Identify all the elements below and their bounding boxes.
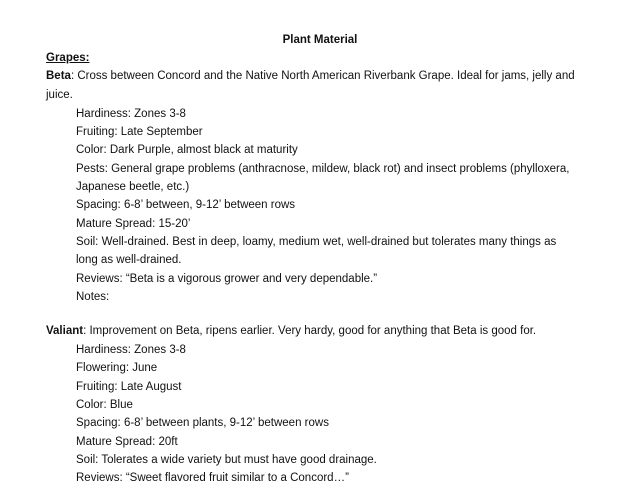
valiant-name: Valiant	[46, 325, 84, 337]
valiant-detail: Spacing: 6-8’ between plants, 9-12’ between rows	[76, 417, 329, 429]
beta-detail: Color: Dark Purple, almost black at maturity	[76, 144, 298, 156]
section-heading-grapes: Grapes:	[46, 52, 90, 64]
valiant-detail: Mature Spread: 20ft	[76, 436, 178, 448]
beta-detail: Spacing: 6-8’ between, 9-12’ between rows	[76, 199, 296, 211]
valiant-detail: Hardiness: Zones 3-8	[76, 344, 186, 356]
valiant-detail: Soil: Tolerates a wide variety but must have good drainage.	[76, 454, 377, 466]
beta-name: Beta	[46, 70, 71, 82]
beta-detail: Pests: General grape problems (anthracnose, mildew, black rot) and insect problems (phylloxera,	[76, 163, 570, 175]
beta-detail: Japanese beetle, etc.)	[76, 181, 190, 193]
valiant-detail: Flowering: June	[76, 362, 158, 374]
valiant-description: Valiant: Improvement on Beta, ripens earlier. Very hardy, good for anything that Beta is good for.	[46, 325, 537, 337]
valiant-detail: Reviews: “Sweet flavored fruit similar to a Concord…”	[76, 472, 349, 484]
valiant-detail: Color: Blue	[76, 399, 133, 411]
beta-detail: Hardiness: Zones 3-8	[76, 108, 186, 120]
document-title: Plant Material	[282, 34, 358, 46]
beta-detail: Reviews: “Beta is a vigorous grower and very dependable.”	[76, 273, 378, 285]
beta-description-cont: juice.	[46, 89, 73, 101]
beta-detail: Fruiting: Late September	[76, 126, 203, 138]
beta-detail: Notes:	[76, 291, 110, 303]
valiant-detail: Fruiting: Late August	[76, 381, 182, 393]
beta-detail: Mature Spread: 15-20’	[76, 218, 191, 230]
beta-detail: Soil: Well-drained. Best in deep, loamy, medium wet, well-drained but tolerates many things as	[76, 236, 557, 248]
beta-description: Beta: Cross between Concord and the Native North American Riverbank Grape. Ideal for jams, jelly and	[46, 70, 575, 82]
beta-detail: long as well-drained.	[76, 254, 182, 266]
